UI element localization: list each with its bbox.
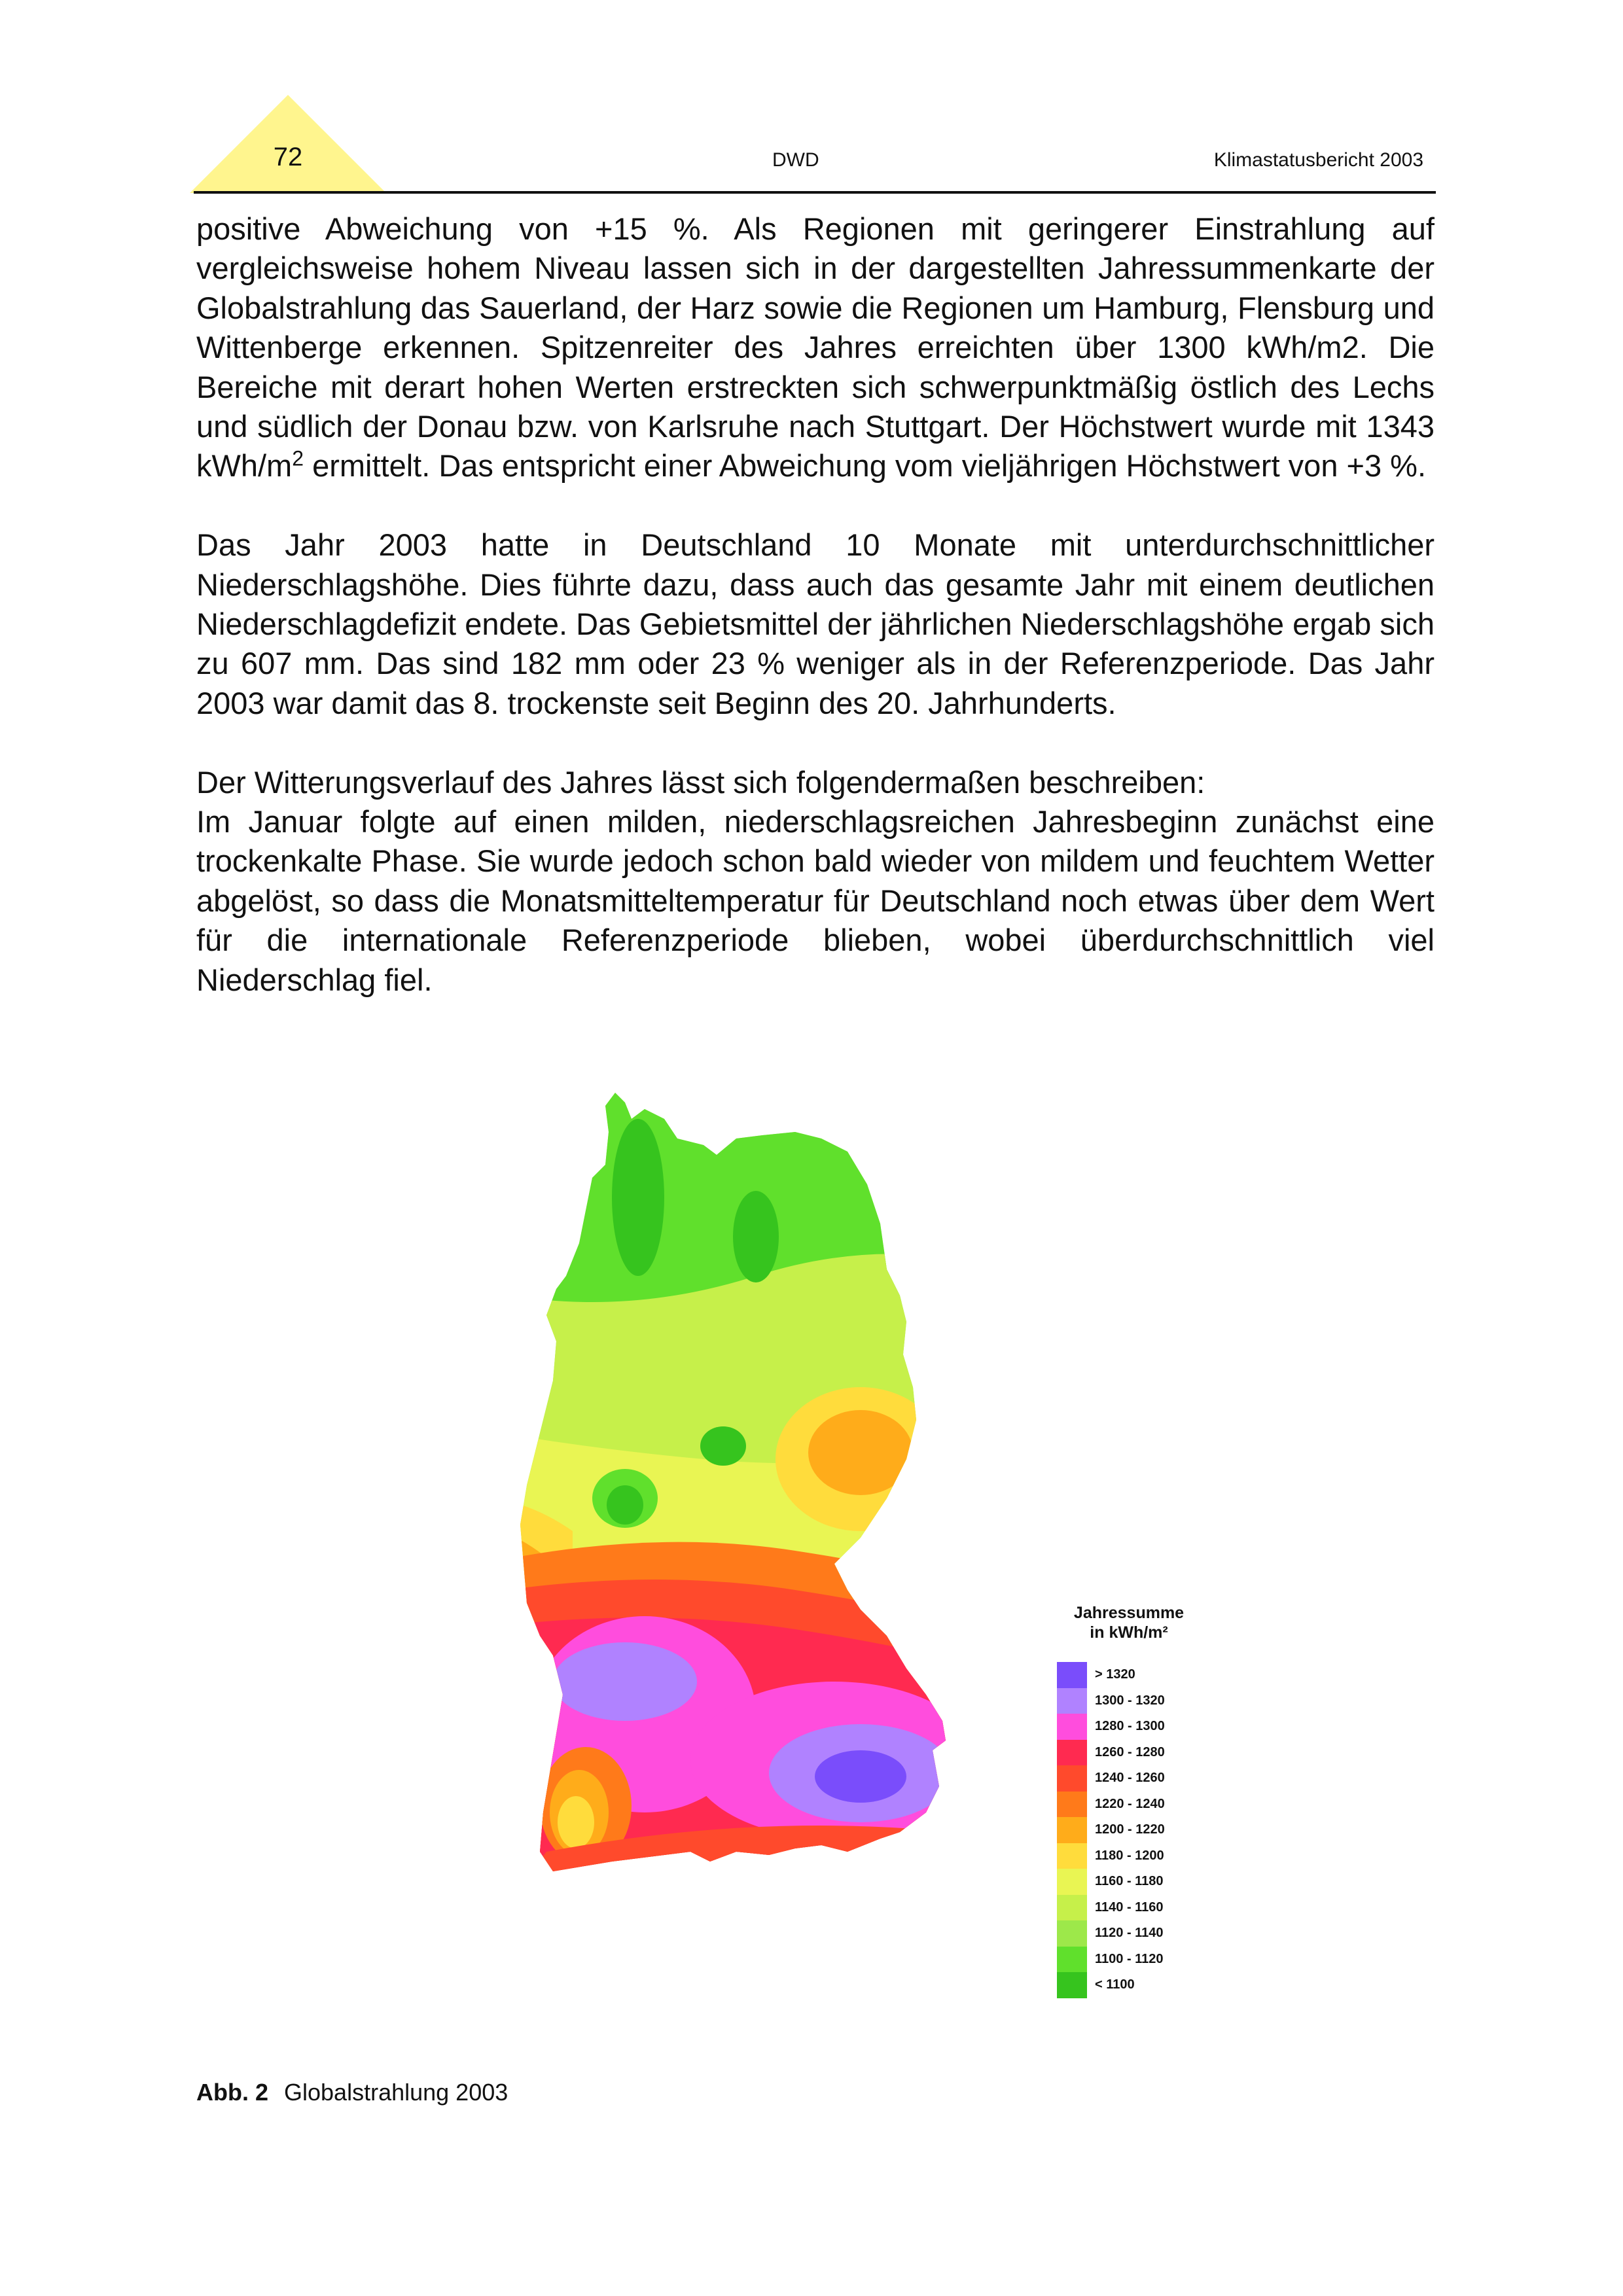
legend-label: 1280 - 1300 <box>1095 1719 1165 1734</box>
legend-swatch <box>1057 1662 1087 1688</box>
legend-label: 1180 - 1200 <box>1095 1848 1164 1863</box>
legend-swatch <box>1057 1843 1087 1869</box>
body-text <box>196 209 1435 1039</box>
legend-row <box>1057 1920 1214 1947</box>
legend-swatch <box>1057 1765 1087 1792</box>
map-legend <box>1057 1603 1214 1998</box>
legend-row <box>1057 1714 1214 1740</box>
page-number: 72 <box>273 143 303 171</box>
paragraph-3 <box>196 763 1435 1000</box>
legend-swatch <box>1057 1792 1087 1818</box>
legend-row <box>1057 1895 1214 1921</box>
legend-swatch <box>1057 1817 1087 1843</box>
paragraph-2: Das Jahr 2003 hatte in Deutschland 10 Monate mit unterdurchschnittlicher Niederschlagshöhe. Dies führte dazu, dass auch das gesamte Jahr mit einem deutlichen Niederschlagdefizit endete. Das Gebietsmittel der jährlichen Niederschlagshöhe ergab sich zu 607 mm. Das sind 182 mm oder 23 % weniger als in der Referenzperiode. Das Jahr 2003 war damit das 8. trockenste seit Beginn des 20. Jahrhunderts. <box>196 527 1435 720</box>
paragraph-3-intro: Der Witterungsverlauf des Jahres lässt sich folgendermaßen beschreiben: <box>196 764 1205 800</box>
legend-swatch <box>1057 1920 1087 1947</box>
legend-row <box>1057 1869 1214 1895</box>
legend-label: 1140 - 1160 <box>1095 1899 1164 1915</box>
paragraph-1-text: positive Abweichung von +15 %. Als Regionen mit geringerer Einstrahlung auf vergleichsweise hohem Niveau lassen sich in der dargestellten Jahressummenkarte der Globalstrahlung das Sauerland, der Harz sowie die Regionen um Hamburg, Flensburg und Wittenberge erkennen. Spitzenreiter des Jahres erreichten über 1300 kWh/m2. Die Bereiche mit derart hohen Werten erstreckten sich schwerpunktmäßig östlich des Lechs und südlich der Donau bzw. von Karlsruhe nach Stuttgart. Der Höchstwert wurde mit 1343 kWh/m <box>196 211 1435 484</box>
legend-row <box>1057 1947 1214 1973</box>
legend-swatch <box>1057 1714 1087 1740</box>
header-publisher: DWD <box>772 149 819 171</box>
figure-caption <box>196 2079 508 2106</box>
paragraph-1 <box>196 209 1435 486</box>
legend-row <box>1057 1662 1214 1688</box>
legend-swatch <box>1057 1895 1087 1921</box>
legend-swatch <box>1057 1688 1087 1714</box>
legend-label: > 1320 <box>1095 1667 1135 1682</box>
legend-label: 1260 - 1280 <box>1095 1744 1165 1759</box>
legend-label: 1120 - 1140 <box>1095 1926 1164 1941</box>
legend-row <box>1057 1972 1214 1998</box>
paragraph-3-text: Im Januar folgte auf einen milden, niederschlagsreichen Jahresbeginn zunächst eine trockenkalte Phase. Sie wurde jedoch schon bald wieder von mildem und feuchtem Wetter abgelöst, so dass die Monatsmitteltemperatur für Deutschland noch etwas über dem Wert für die internationale Referenzperiode blieben, wobei überdurchschnittlich viel Niederschlag fiel. <box>196 804 1435 997</box>
legend-title-line-1: Jahressumme <box>1073 1604 1185 1622</box>
legend-row <box>1057 1740 1214 1766</box>
legend-swatch <box>1057 1869 1087 1895</box>
legend-label: 1220 - 1240 <box>1095 1796 1165 1811</box>
legend-swatch <box>1057 1972 1087 1998</box>
legend-label: 1240 - 1260 <box>1095 1771 1165 1786</box>
legend-swatch <box>1057 1947 1087 1973</box>
legend-label: < 1100 <box>1095 1977 1135 1992</box>
legend-title-line-2: in kWh/m² <box>1090 1623 1168 1642</box>
caption-label: Abb. 2 <box>196 2079 269 2106</box>
header-rule <box>194 191 1436 194</box>
legend-label: 1160 - 1180 <box>1095 1874 1164 1889</box>
header-report-title: Klimastatusbericht 2003 <box>1213 149 1423 171</box>
superscript-2: 2 <box>292 446 304 470</box>
paragraph-1-text-end: ermittelt. Das entspricht einer Abweichung vom vieljährigen Höchstwert von +3 %. <box>304 448 1427 484</box>
legend-row <box>1057 1765 1214 1792</box>
radiation-map <box>429 1080 1070 2009</box>
legend-row <box>1057 1688 1214 1714</box>
legend-list <box>1057 1662 1214 1998</box>
legend-swatch <box>1057 1740 1087 1766</box>
legend-label: 1300 - 1320 <box>1095 1693 1165 1708</box>
legend-row <box>1057 1817 1214 1843</box>
legend-row <box>1057 1843 1214 1869</box>
legend-title <box>1050 1603 1207 1642</box>
legend-label: 1200 - 1220 <box>1095 1822 1165 1837</box>
legend-label: 1100 - 1120 <box>1095 1951 1164 1966</box>
germany-radiation-map-svg <box>429 1080 1070 2009</box>
legend-row <box>1057 1792 1214 1818</box>
caption-text: Globalstrahlung 2003 <box>284 2079 508 2106</box>
